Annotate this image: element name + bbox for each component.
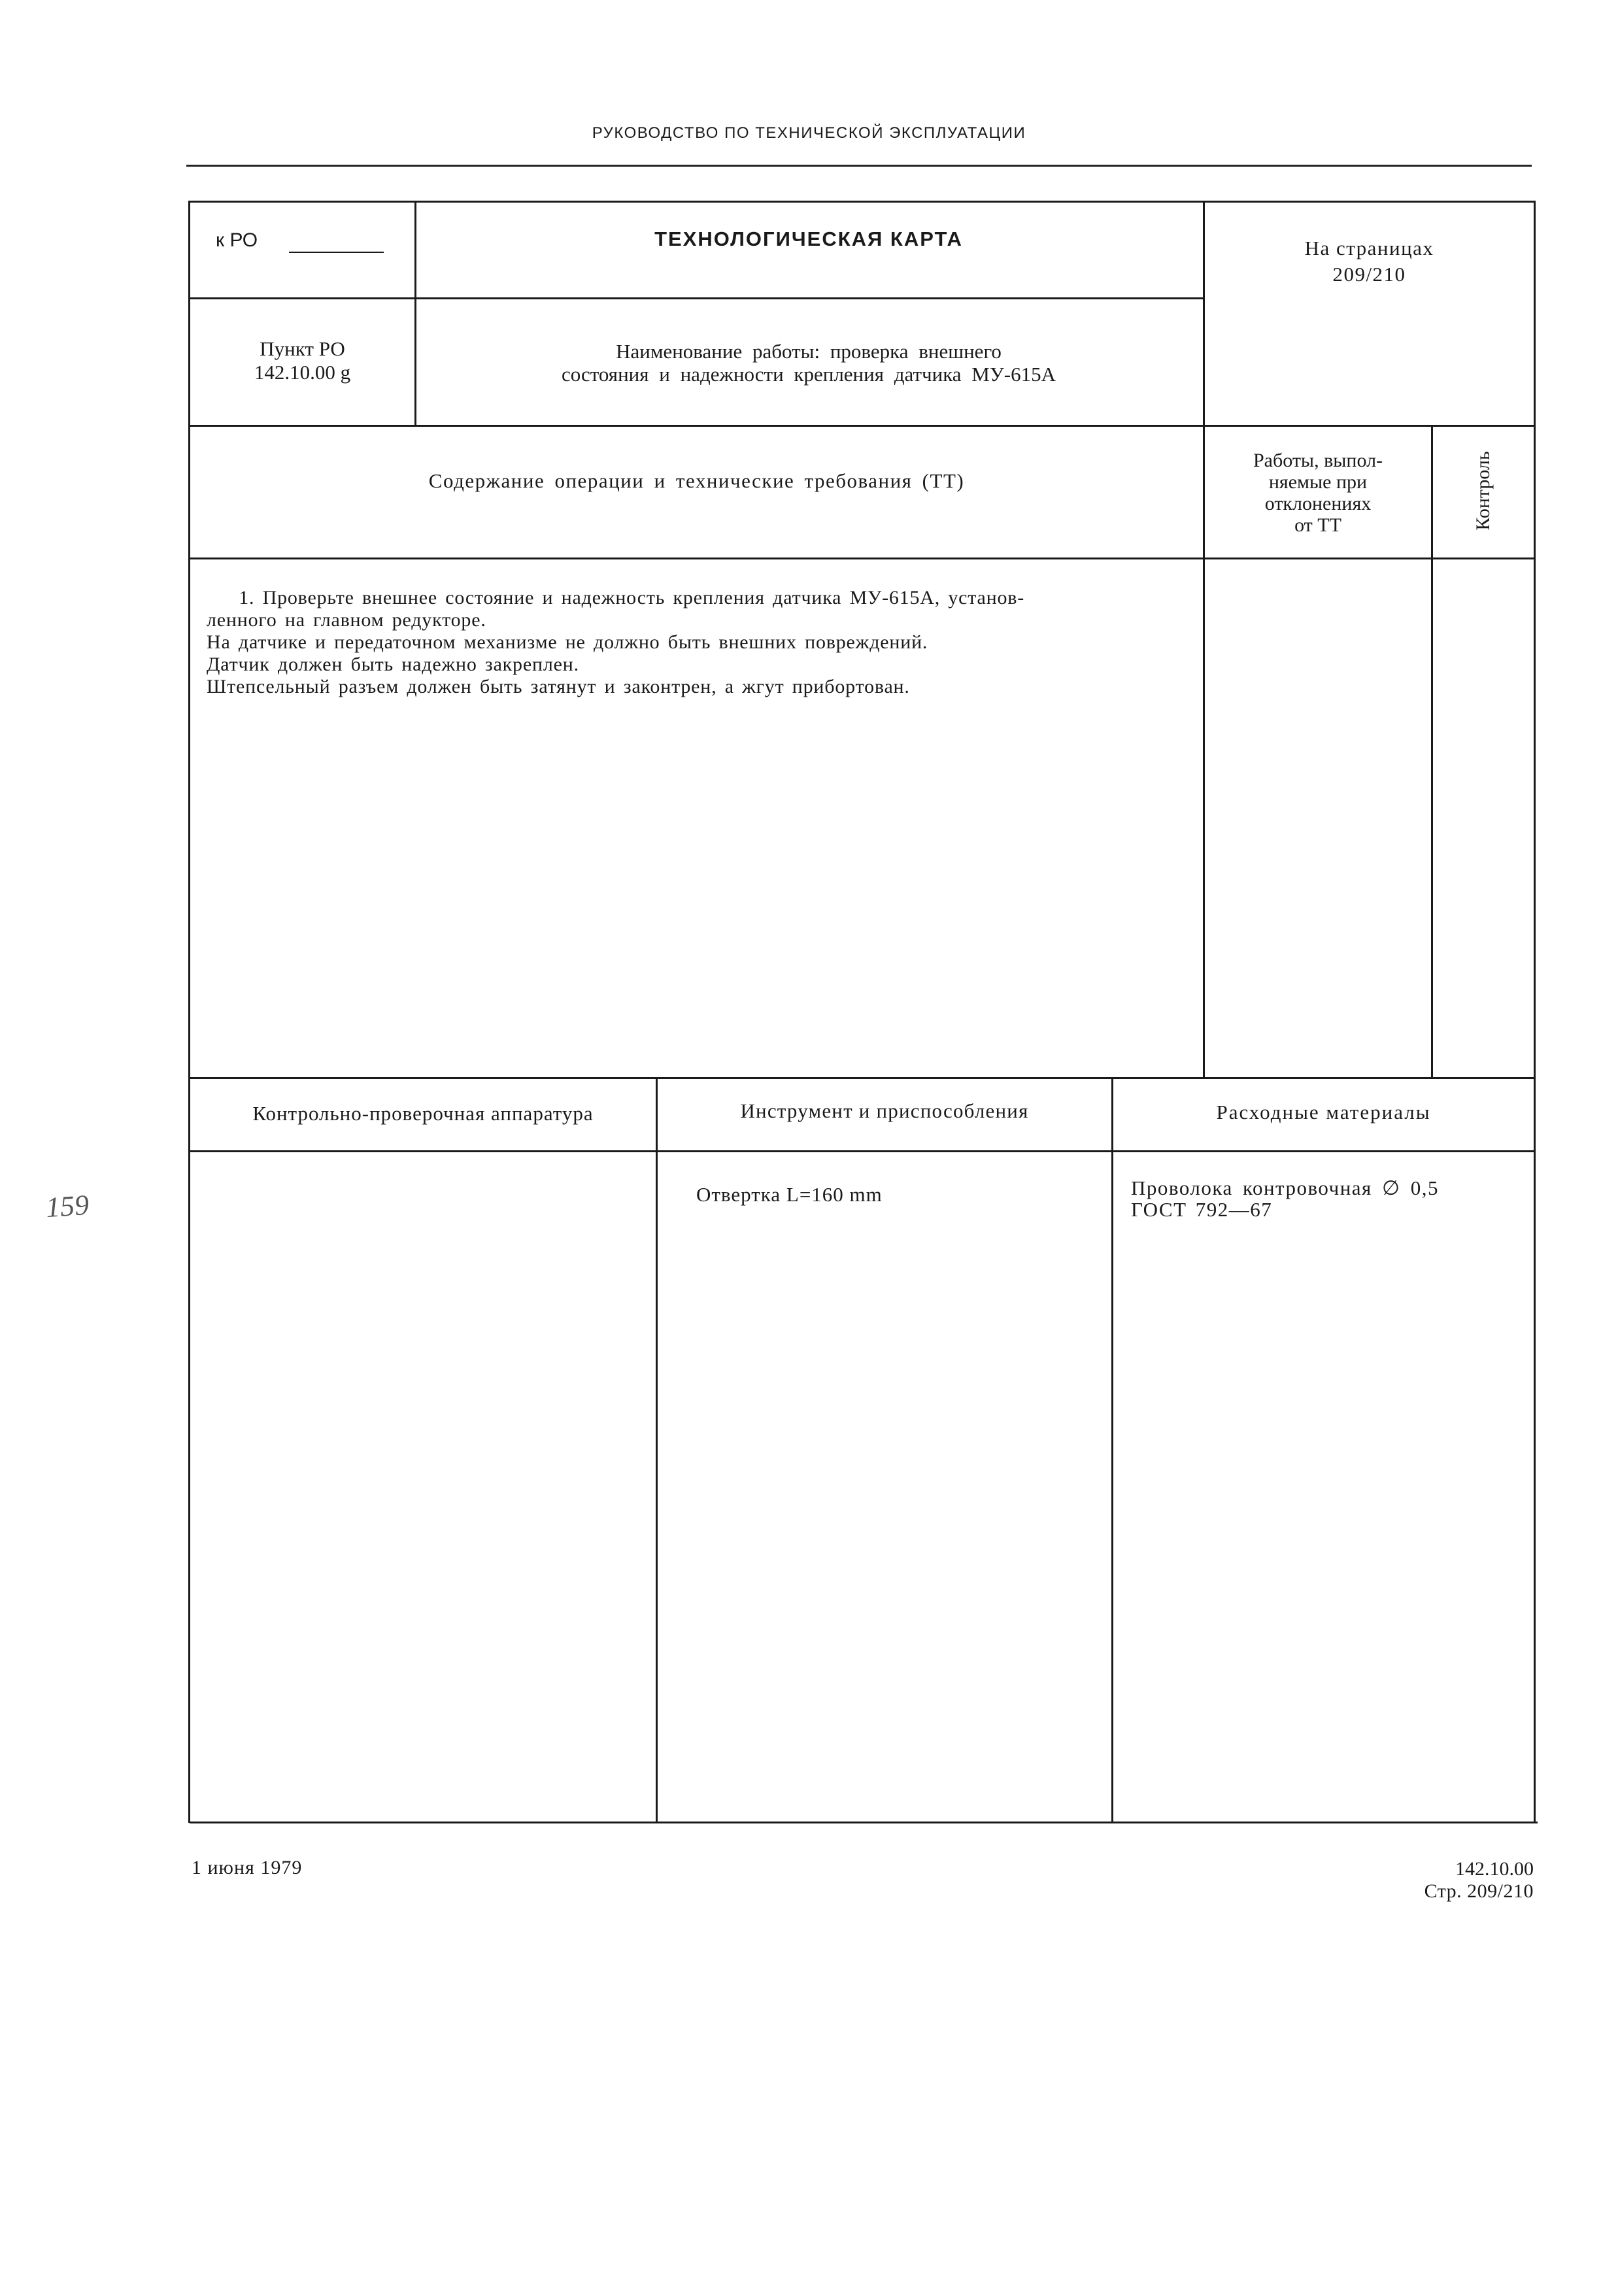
margin-page-number: 159 (44, 1188, 90, 1224)
header-rule (186, 165, 1532, 167)
tools-value: Отвертка L=160 mm (696, 1183, 883, 1206)
item-label: Пункт РО (260, 337, 345, 360)
table-right-border (1534, 201, 1536, 1823)
ops-header-bottom (188, 557, 1535, 559)
work-name-line1: Наименование работы: проверка внешнего (616, 340, 1002, 363)
content-header: Содержание операции и технические требования (ТТ) (428, 469, 965, 492)
pages-value: 209/210 (1332, 263, 1406, 286)
equipment-col3-header: Расходные материалы (1216, 1101, 1431, 1123)
footer-doc-number: 142.10.00 (1455, 1858, 1534, 1880)
materials-line2: ГОСТ 792—67 (1131, 1198, 1273, 1221)
operation-line: 1. Проверьте внешнее состояние и надежность крепления датчика МУ-615А, установ- (207, 587, 1025, 608)
table-left-border (188, 201, 190, 1823)
work-name-line2: состояния и надежности крепления датчика МУ-615А (561, 363, 1056, 386)
header-block-bottom (188, 425, 1535, 427)
footer-date: 1 июня 1979 (192, 1857, 303, 1878)
equipment-header-bottom (188, 1150, 1535, 1152)
ref-label: к РО (216, 229, 258, 251)
equipment-col1-header: Контрольно-проверочная аппаратура (252, 1102, 594, 1125)
item-value: 142.10.00 g (254, 361, 351, 384)
footer-page: Стр. 209/210 (1424, 1880, 1534, 1902)
deviation-header-line4: от ТТ (1294, 514, 1341, 536)
operation-line: Штепсельный разъем должен быть затянут и законтрен, а жгут прибортован. (207, 676, 910, 697)
equip-col1-divider (656, 1077, 658, 1822)
materials-line1: Проволока контровочная ∅ 0,5 (1131, 1176, 1440, 1199)
control-header: Контроль (1472, 451, 1494, 531)
ops-body-bottom (188, 1077, 1535, 1079)
deviation-header-line2: няемые при (1268, 471, 1368, 493)
card-title: ТЕХНОЛОГИЧЕСКАЯ КАРТА (654, 227, 963, 250)
pages-label: На страницах (1304, 237, 1434, 259)
operation-line: ленного на главном редукторе. (207, 609, 486, 631)
ref-blank-line (289, 252, 384, 253)
operation-line: На датчике и передаточном механизме не должно быть внешних повреждений. (207, 631, 928, 653)
control-col-divider (1431, 425, 1433, 1078)
manual-title: РУКОВОДСТВО ПО ТЕХНИЧЕСКОЙ ЭКСПЛУАТАЦИИ (592, 124, 1026, 142)
deviation-header-line1: Работы, выпол- (1253, 450, 1383, 471)
pages-col-divider (1203, 201, 1205, 1078)
deviation-header-line3: отклонениях (1264, 493, 1372, 514)
table-top-border (188, 201, 1535, 203)
operation-line: Датчик должен быть надежно закреплен. (207, 654, 579, 675)
operations-text (207, 587, 1194, 698)
table-bottom-border (190, 1822, 1538, 1823)
equip-col2-divider (1111, 1077, 1113, 1822)
equipment-col2-header: Инструмент и приспособления (740, 1099, 1029, 1122)
title-row-divider (188, 297, 1205, 299)
